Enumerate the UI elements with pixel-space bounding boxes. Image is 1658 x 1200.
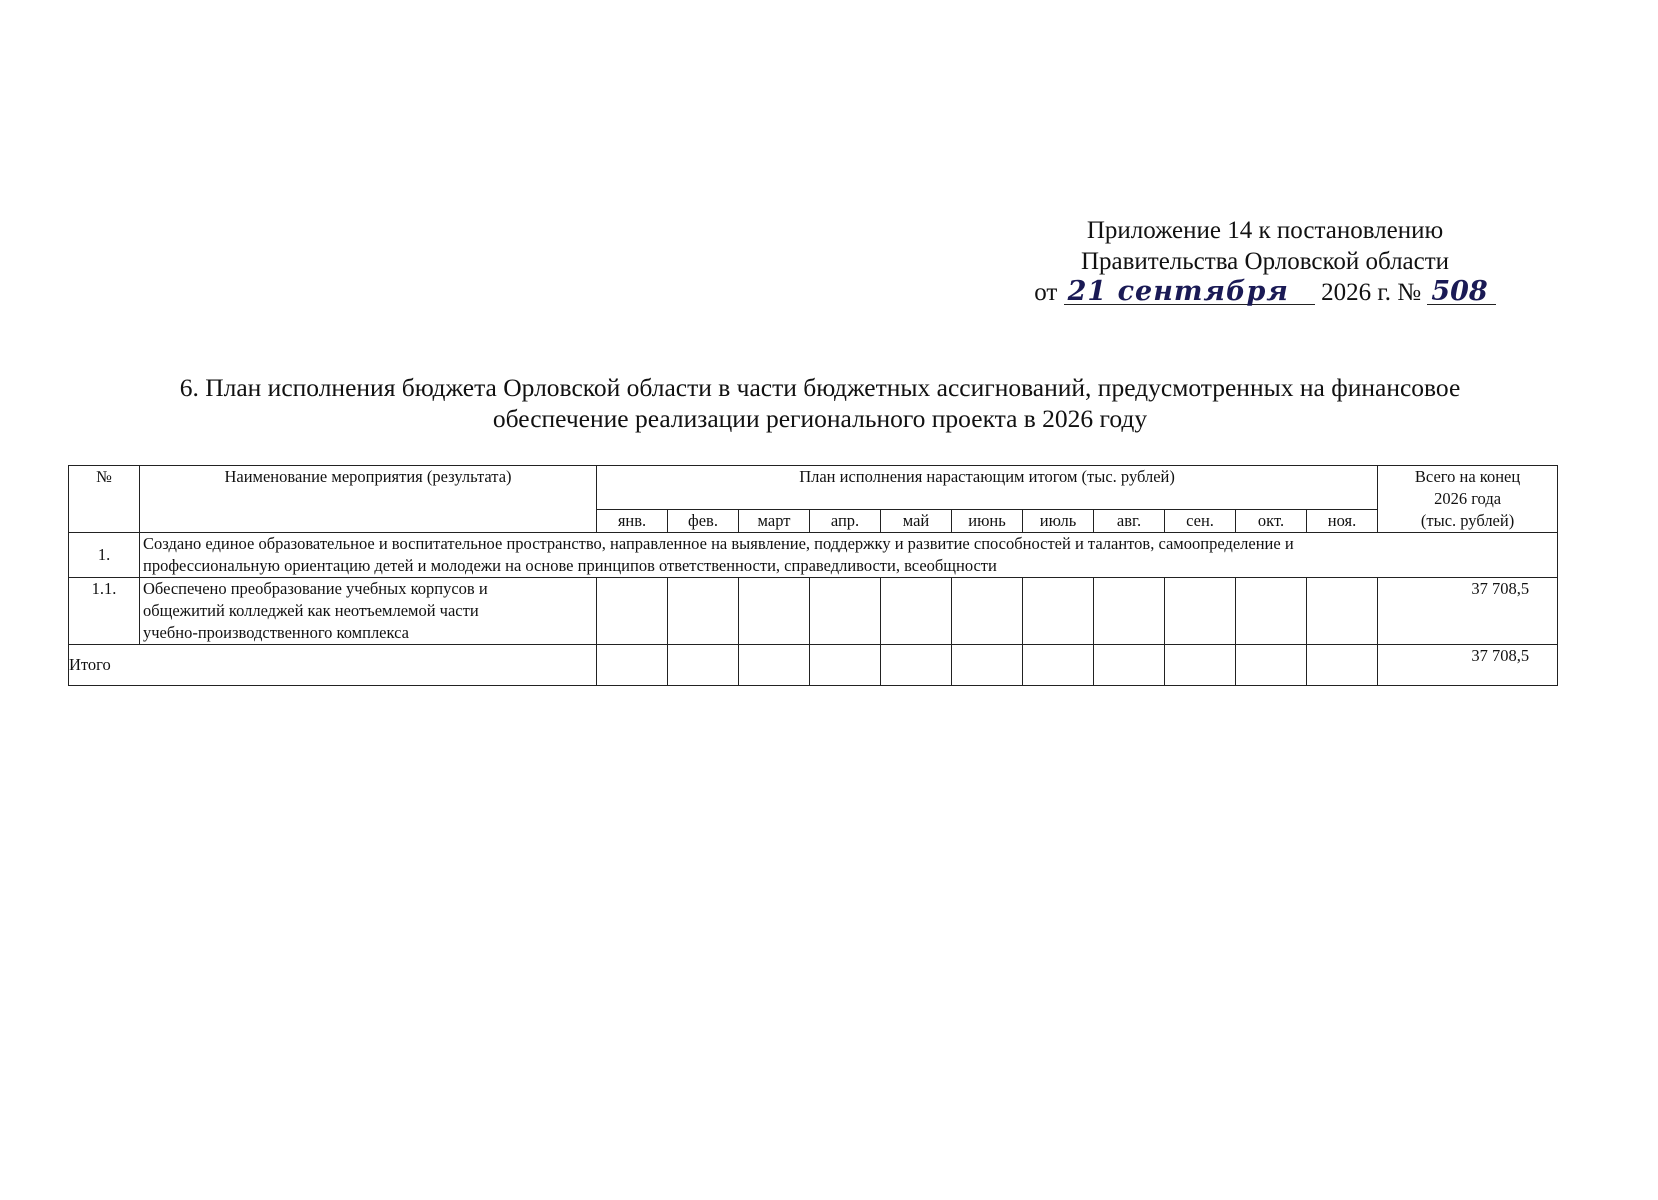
- section-title-line-2: обеспечение реализации регионального проекта в 2026 году: [492, 404, 1148, 433]
- empty-cell: [739, 578, 810, 645]
- month-cell: фев.: [668, 509, 739, 532]
- empty-cell: [1307, 645, 1378, 686]
- empty-cell: [881, 578, 952, 645]
- empty-cell: [1165, 578, 1236, 645]
- empty-cell: [1023, 578, 1094, 645]
- header-total: [1378, 466, 1558, 533]
- row-1-1-name: [140, 578, 597, 645]
- header-total-line-1: Всего на конец: [1414, 467, 1521, 486]
- header-total-line-3: (тыс. рублей): [1420, 511, 1515, 530]
- header-num: №: [69, 466, 140, 533]
- table-row-1: [69, 533, 1558, 578]
- empty-cell: [1094, 578, 1165, 645]
- handwritten-number: 508: [1427, 280, 1495, 305]
- row-1-1-name-line-2: общежитий колледжей как неотъемлемой части: [143, 601, 479, 620]
- month-cell: июнь: [952, 509, 1023, 532]
- row-1-num: 1.: [69, 533, 140, 578]
- empty-cell: [1165, 645, 1236, 686]
- budget-plan-table: [68, 465, 1558, 686]
- month-cell: март: [739, 509, 810, 532]
- empty-cell: [881, 645, 952, 686]
- row-1-1-name-line-3: учебно-производственного комплекса: [143, 623, 409, 642]
- empty-cell: [952, 645, 1023, 686]
- row-1-1-name-line-1: Обеспечено преобразование учебных корпусов и: [143, 579, 488, 598]
- empty-cell: [597, 578, 668, 645]
- header-total-line-2: 2026 года: [1434, 489, 1502, 508]
- table-row-1-1: [69, 578, 1558, 645]
- empty-cell: [810, 578, 881, 645]
- total-value: 37 708,5: [1378, 645, 1558, 686]
- total-label: Итого: [69, 645, 597, 686]
- row-1-text-line-2: профессиональную ориентацию детей и молодежи на основе принципов ответственности, справедливости, всеобщности: [143, 556, 997, 575]
- empty-cell: [668, 645, 739, 686]
- row-1-1-num: 1.1.: [69, 578, 140, 645]
- empty-cell: [1236, 645, 1307, 686]
- empty-cell: [739, 645, 810, 686]
- annex-line-2: Правительства Орловской области: [1080, 248, 1450, 275]
- month-cell: авг.: [1094, 509, 1165, 532]
- handwritten-date: 21 сентября: [1064, 280, 1315, 305]
- empty-cell: [668, 578, 739, 645]
- month-cell: ноя.: [1307, 509, 1378, 532]
- annex-line-3: [1030, 277, 1500, 308]
- empty-cell: [810, 645, 881, 686]
- year-number-label: 2026 г. №: [1321, 279, 1422, 306]
- total-row: [69, 645, 1558, 686]
- header-plan: План исполнения нарастающим итогом (тыс. рублей): [597, 466, 1378, 510]
- month-cell: окт.: [1236, 509, 1307, 532]
- empty-cell: [952, 578, 1023, 645]
- date-prefix: от: [1034, 279, 1058, 306]
- section-title: [80, 372, 1560, 434]
- row-1-text: [140, 533, 1558, 578]
- row-1-text-line-1: Создано единое образовательное и воспитательное пространство, направленное на выявление, поддержку и развитие способностей и талантов, самоопределение и: [143, 534, 1294, 553]
- empty-cell: [1023, 645, 1094, 686]
- empty-cell: [1307, 578, 1378, 645]
- month-cell: сен.: [1165, 509, 1236, 532]
- month-cell: янв.: [597, 509, 668, 532]
- month-cell: май: [881, 509, 952, 532]
- row-1-1-total: 37 708,5: [1378, 578, 1558, 645]
- header-row: [69, 466, 1558, 510]
- empty-cell: [1094, 645, 1165, 686]
- month-cell: июль: [1023, 509, 1094, 532]
- header-name: Наименование мероприятия (результата): [140, 466, 597, 533]
- empty-cell: [1236, 578, 1307, 645]
- month-cell: апр.: [810, 509, 881, 532]
- section-title-line-1: 6. План исполнения бюджета Орловской области в части бюджетных ассигнований, предусмотренных на финансовое: [179, 373, 1461, 402]
- annex-line-1: Приложение 14 к постановлению: [1086, 217, 1444, 244]
- annex-header: [1030, 215, 1500, 308]
- empty-cell: [597, 645, 668, 686]
